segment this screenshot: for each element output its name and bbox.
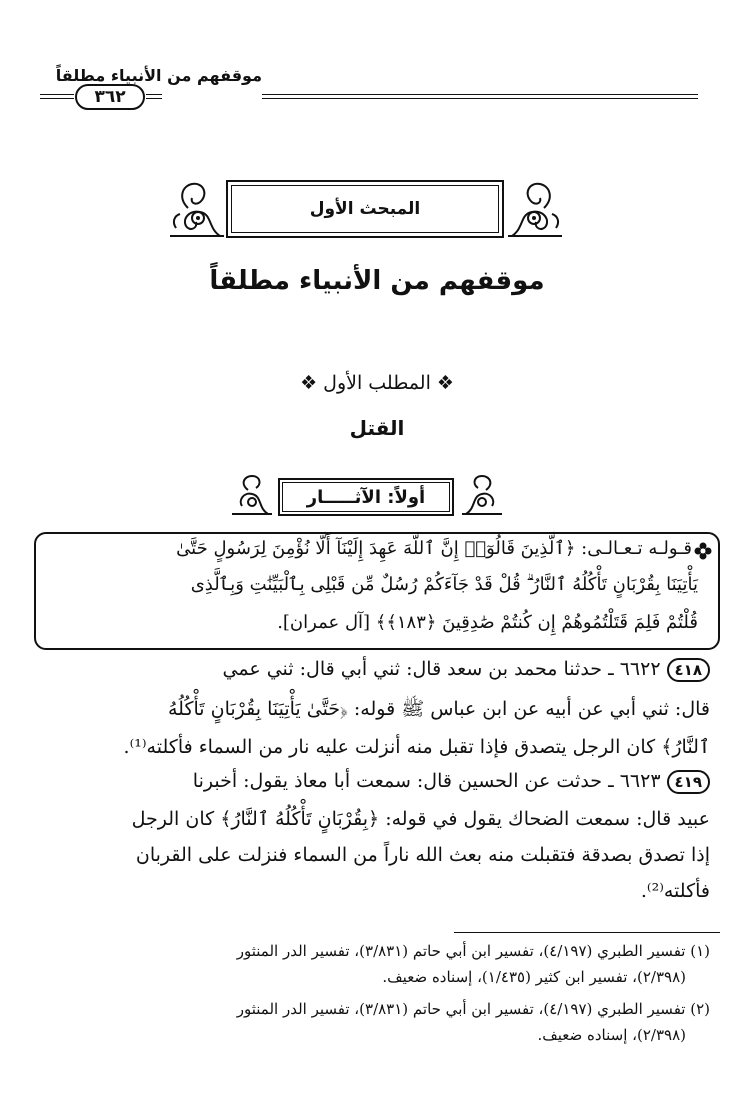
footnote-2-line-1: (٢) تفسير الطبري (٤/١٩٧)، تفسير ابن أبي حاتم (٣/٨٣١)، تفسير الدر المنثور — [236, 1000, 710, 1018]
section-label: المبحث الأول — [231, 185, 499, 233]
entry-2-line-1 — [193, 770, 710, 794]
chapter-title: موقفهم من الأنبياء مطلقاً — [209, 266, 545, 296]
footnote-1-line-2: (٢/٣٩٨)، تفسير ابن كثير (١/٤٣٥)، إسناده ضعيف. — [382, 968, 686, 986]
entry-2-line-2: عبيد قال: سمعت الضحاك يقول في قوله: ﴿بِقُرْبَانٍ تَأْكُلُهُ ٱلنَّارُ﴾ كان الرجل — [131, 808, 710, 830]
footnote-1-line-1: (١) تفسير الطبري (٤/١٩٧)، تفسير ابن أبي حاتم (٣/٨٣١)، تفسير الدر المنثور — [236, 942, 710, 960]
entry-number-badge: ٤١٨ — [667, 658, 710, 682]
header-rule-mid — [146, 94, 162, 95]
entry-1-line-1 — [223, 658, 710, 682]
arabesque-ornament-icon — [168, 178, 226, 240]
arabesque-ornament-icon — [506, 178, 564, 240]
verse-line-1: قـولـه تـعـالـى: ﴿ٱلَّذِينَ قَالُوٓا۟ إِنَّ ٱللَّهَ عَهِدَ إِلَيْنَآ أَلَّا نُؤْمِنَ لِرَسُولٍ حَتَّىٰ — [176, 538, 692, 559]
entry-1-line-3: ٱلنَّارُ﴾ كان الرجل يتصدق فإذا تقبل منه أنزلت عليه نار من السماء فأكلته⁽¹⁾. — [123, 736, 710, 758]
subsection-topic: القتل — [349, 416, 405, 440]
verse-line-3: قُلْتُمْ فَلِمَ قَتَلْتُمُوهُمْ إِن كُنتُمْ صَٰدِقِينَ ﴿١٨٣﴾﴾ [آل عمران]. — [277, 612, 698, 633]
page-number: ٣٦٢ — [75, 84, 145, 110]
entry-2-line-4: فأكلته⁽²⁾. — [640, 880, 710, 902]
entry-text: ٦٦٢٢ ـ حدثنا محمد بن سعد قال: ثني أبي قال: ثني عمي — [222, 658, 661, 680]
flower-icon — [694, 542, 712, 560]
header-rule-right — [262, 94, 698, 95]
entry-number-badge: ٤١٩ — [667, 770, 710, 794]
running-title: موقفهم من الأنبياء مطلقاً — [55, 66, 262, 85]
header-rule-right-2 — [262, 98, 698, 99]
footnote-2-line-2: (٢/٣٩٨)، إسناده ضعيف. — [537, 1026, 686, 1044]
header-rule-mid-2 — [146, 98, 162, 99]
arabesque-ornament-icon — [460, 472, 506, 518]
entry-text: ٦٦٢٣ ـ حدثت عن الحسين قال: سمعت أبا معاذ يقول: أخبرنا — [192, 770, 661, 792]
verse-line-2: يَأْتِيَنَا بِقُرْبَانٍ تَأْكُلُهُ ٱلنَّارُ ۗ قُلْ قَدْ جَآءَكُمْ رُسُلٌ مِّن قَبْلِى بِٱلْبَيِّنَٰتِ وَبِٱلَّذِى — [190, 574, 698, 595]
entry-2-line-3: إذا تصدق بصدقة فتقبلت منه بعث الله ناراً من السماء فنزلت على القربان — [135, 844, 710, 866]
entry-1-line-2: قال: ثني أبي عن أبيه عن ابن عباس ﷺ قوله: ﴿حَتَّىٰ يَأْتِيَنَا بِقُرْبَانٍ تَأْكُلُهُ — [167, 698, 710, 720]
athar-label: أولاً: الآثـــــار — [282, 482, 450, 512]
header-rule-left-2 — [40, 98, 74, 99]
footnote-rule — [454, 932, 720, 933]
header-rule-left — [40, 94, 74, 95]
subsection-title: ❖ المطلب الأول ❖ — [300, 372, 454, 394]
arabesque-ornament-icon — [228, 472, 274, 518]
